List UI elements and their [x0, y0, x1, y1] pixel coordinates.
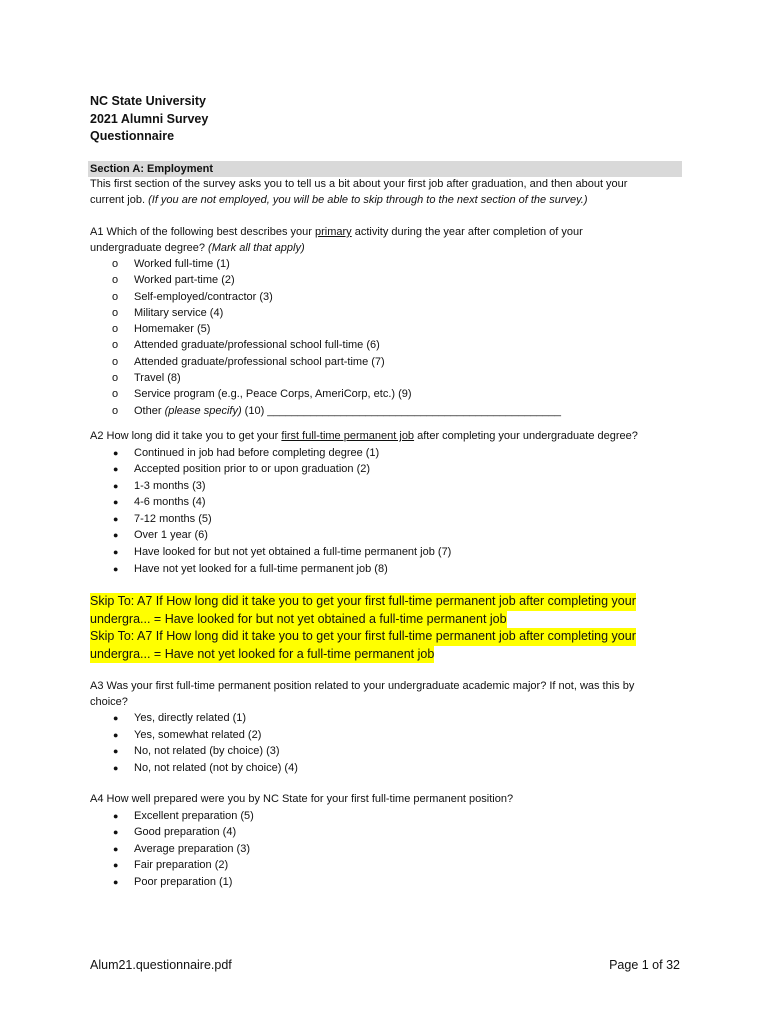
- a2-option[interactable]: [88, 527, 638, 544]
- skip-logic-block: [90, 593, 636, 663]
- a2-options: [88, 445, 638, 578]
- bullet-icon: ●: [113, 497, 119, 508]
- question-a4: [90, 792, 513, 890]
- a1-option[interactable]: [88, 289, 583, 305]
- checkbox-marker-icon: o: [112, 274, 119, 287]
- option-label: Yes, directly related (1): [134, 712, 247, 724]
- option-label: No, not related (not by choice) (4): [134, 761, 298, 774]
- a1-q-text-2: activity during the year after completion of your: [351, 226, 583, 238]
- option-label: Continued in job had before completing degree (1): [134, 446, 380, 459]
- title-line-questionnaire: Questionnaire: [90, 129, 175, 143]
- a1-question-line-1: [90, 225, 583, 241]
- question-a2: [90, 429, 638, 577]
- bullet-icon: ●: [113, 563, 119, 574]
- question-a3: [90, 679, 634, 776]
- a1-q-text-1: A1 Which of the following best describes your: [90, 226, 316, 238]
- checkbox-marker-icon: o: [112, 388, 119, 401]
- option-label: 7-12 months (5): [134, 512, 212, 525]
- bullet-icon: ●: [113, 729, 119, 740]
- a2-option[interactable]: [88, 511, 638, 528]
- bullet-icon: ●: [113, 464, 119, 475]
- skip-text: Skip To: A7 If How long did it take you to get your first full-time permanent job after completing your: [90, 593, 636, 611]
- a1-option[interactable]: [88, 370, 583, 386]
- option-label: Excellent preparation (5): [134, 809, 254, 822]
- a2-q-text-2: after completing your undergraduate degree?: [414, 430, 638, 442]
- a1-option[interactable]: [88, 272, 583, 288]
- other-italic: (please specify): [164, 404, 242, 417]
- a1-q-underlined: primary: [315, 226, 352, 238]
- a4-question-line-1: A4 How well prepared were you by NC State for your first full-time permanent position?: [90, 793, 514, 805]
- a2-question-line-1: [90, 429, 638, 445]
- bullet-icon: ●: [113, 513, 119, 524]
- checkbox-marker-icon: o: [112, 258, 119, 270]
- bullet-icon: ●: [113, 530, 119, 541]
- a3-option[interactable]: [88, 710, 634, 727]
- document-title: [90, 93, 208, 146]
- option-label: Travel (8): [134, 372, 181, 385]
- skip-line-4: [90, 646, 636, 664]
- section-a-intro: [90, 177, 627, 208]
- option-label: Service program (e.g., Peace Corps, AmeriCorp, etc.) (9): [134, 388, 412, 401]
- checkbox-marker-icon: o: [112, 306, 119, 319]
- option-label: No, not related (by choice) (3): [134, 745, 280, 758]
- option-label: 4-6 months (4): [134, 496, 206, 509]
- option-label: 1-3 months (3): [134, 479, 206, 492]
- a4-option[interactable]: [88, 857, 513, 874]
- a2-option[interactable]: [88, 461, 638, 478]
- a3-option[interactable]: [88, 760, 634, 777]
- a4-options: [88, 808, 513, 891]
- option-label: Military service (4): [134, 306, 224, 319]
- a4-option[interactable]: [88, 824, 513, 841]
- bullet-icon: ●: [113, 447, 119, 458]
- checkbox-marker-icon: o: [112, 290, 119, 303]
- a1-q-line2-plain: undergraduate degree?: [90, 241, 209, 254]
- intro-line-2: [90, 193, 627, 209]
- bullet-icon: ●: [113, 876, 119, 887]
- checkbox-marker-icon: o: [112, 404, 119, 417]
- a2-option[interactable]: [88, 478, 638, 495]
- option-label: Accepted position prior to or upon graduation (2): [134, 463, 371, 476]
- option-label: Have not yet looked for a full-time permanent job (8): [134, 562, 388, 575]
- other-specify-line: (10) ________________________________________________: [241, 404, 561, 417]
- option-label: Attended graduate/professional school full-time (6): [134, 339, 380, 352]
- option-label: Worked part-time (2): [134, 274, 235, 287]
- a3-question-line-2: choice?: [90, 695, 128, 708]
- option-label: Yes, somewhat related (2): [134, 728, 262, 741]
- option-label: Have looked for but not yet obtained a full-time permanent job (7): [134, 546, 452, 559]
- bullet-icon: ●: [113, 762, 119, 773]
- a1-question-line-2: [90, 241, 583, 257]
- a2-option[interactable]: [88, 544, 638, 561]
- a1-options: [88, 256, 583, 419]
- a1-option[interactable]: [88, 386, 583, 402]
- bullet-icon: ●: [113, 843, 119, 854]
- a1-option[interactable]: [88, 321, 583, 337]
- a1-option[interactable]: [88, 337, 583, 353]
- option-label: Worked full-time (1): [134, 258, 230, 270]
- checkbox-marker-icon: o: [112, 339, 119, 352]
- a2-option[interactable]: [88, 445, 638, 462]
- question-a1: [90, 225, 583, 419]
- skip-line-3: [90, 628, 636, 646]
- footer-filename: Alum21.questionnaire.pdf: [90, 958, 232, 972]
- bullet-icon: ●: [113, 547, 119, 558]
- a2-option[interactable]: [88, 561, 638, 578]
- bullet-icon: ●: [113, 746, 119, 757]
- skip-line-2: [90, 611, 636, 629]
- title-line-survey: 2021 Alumni Survey: [90, 111, 209, 126]
- bullet-icon: ●: [113, 860, 119, 871]
- option-label: Good preparation (4): [134, 826, 237, 839]
- a1-option-other[interactable]: [88, 403, 583, 419]
- option-label: Over 1 year (6): [134, 529, 208, 542]
- a3-options: [88, 710, 634, 776]
- option-label: Average preparation (3): [134, 842, 250, 855]
- a1-option[interactable]: [88, 305, 583, 321]
- intro-line-1: This first section of the survey asks you to tell us a bit about your first job after graduation, and then about your: [90, 178, 628, 190]
- skip-text: Skip To: A7 If How long did it take you to get your first full-time permanent job after completing your: [90, 628, 636, 646]
- checkbox-marker-icon: o: [112, 355, 119, 368]
- intro-line-2-plain: current job.: [90, 193, 149, 206]
- skip-text: undergra... = Have looked for but not yet obtained a full-time permanent job: [90, 611, 507, 629]
- bullet-icon: ●: [113, 480, 119, 491]
- a3-question-line-1: A3 Was your first full-time permanent position related to your undergraduate academic major? If not, was this by: [90, 680, 635, 692]
- intro-line-2-italic: (If you are not employed, you will be able to skip through to the next section of the survey.): [148, 193, 588, 206]
- other-label: Other: [134, 404, 165, 417]
- bullet-icon: ●: [113, 827, 119, 838]
- a2-option[interactable]: [88, 494, 638, 511]
- skip-text: undergra... = Have not yet looked for a full-time permanent job: [90, 646, 434, 664]
- a1-option[interactable]: [88, 354, 583, 370]
- footer-page-number: Page 1 of 32: [609, 958, 680, 972]
- checkbox-marker-icon: o: [112, 372, 119, 385]
- a4-option[interactable]: [88, 874, 513, 891]
- title-line-university: NC State University: [90, 94, 207, 108]
- a3-option[interactable]: [88, 727, 634, 744]
- bullet-icon: ●: [113, 810, 119, 821]
- checkbox-marker-icon: o: [112, 323, 119, 336]
- a2-q-underlined: first full-time permanent job: [281, 430, 415, 442]
- a2-q-text-1: A2 How long did it take you to get your: [90, 430, 282, 442]
- bullet-icon: ●: [113, 713, 119, 723]
- option-label: Self-employed/contractor (3): [134, 290, 273, 303]
- a1-option[interactable]: [88, 256, 583, 272]
- option-label: Poor preparation (1): [134, 875, 233, 888]
- option-label: Homemaker (5): [134, 323, 211, 336]
- a1-q-line2-italic: (Mark all that apply): [208, 241, 305, 254]
- a4-option[interactable]: [88, 808, 513, 825]
- option-label: Fair preparation (2): [134, 859, 229, 872]
- option-label: Attended graduate/professional school part-time (7): [134, 355, 385, 368]
- a4-option[interactable]: [88, 841, 513, 858]
- a3-option[interactable]: [88, 743, 634, 760]
- skip-line-1: [90, 593, 636, 611]
- section-a-heading: Section A: Employment: [88, 161, 682, 177]
